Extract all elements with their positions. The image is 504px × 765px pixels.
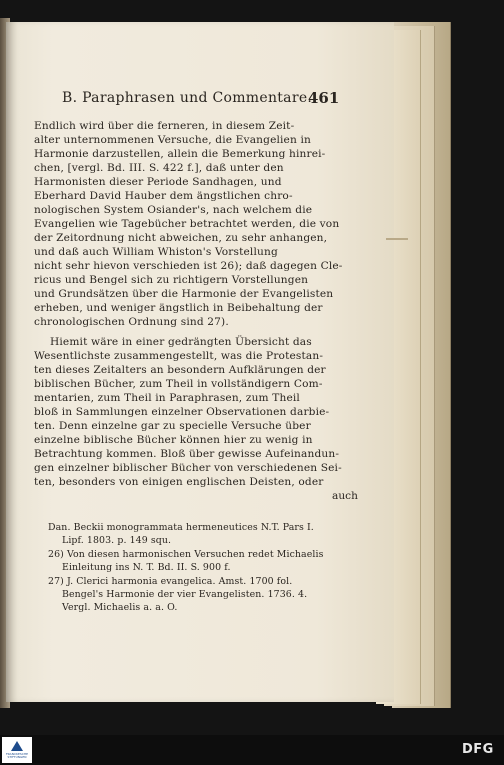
body-line: nicht sehr hievon verschieden ist 26); daß dagegen Cle- — [34, 260, 343, 272]
footnote-line: Vergl. Michaelis a. a. O. — [62, 602, 178, 613]
footnote-line: 27) J. Clerici harmonia evangelica. Amst. 1700 fol. — [48, 576, 293, 587]
body-line: Wesentlichste zusammengestellt, was die Protestan- — [34, 350, 324, 362]
body-line: und Grundsätzen über die Harmonie der Evangelisten — [34, 288, 334, 300]
logo-caption: FRANCKESCHE STIFTUNGEN — [5, 752, 29, 759]
body-line: gen einzelner biblischer Bücher von verschiedenen Sei- — [34, 462, 342, 474]
body-line: Harmonie darzustellen, allein die Bemerkung hinrei- — [34, 148, 326, 160]
footnote-line: Lipf. 1803. p. 149 squ. — [62, 535, 172, 546]
body-line: der Zeitordnung nicht abweichen, zu sehr anhangen, — [34, 232, 328, 244]
footnote-line: Einleitung ins N. T. Bd. II. S. 900 f. — [62, 562, 231, 573]
footnote-line: Bengel's Harmonie der vier Evangelisten. 1736. 4. — [62, 589, 308, 600]
body-line: mentarien, zum Theil in Paraphrasen, zum Theil — [34, 392, 300, 404]
page-number: 461 — [308, 89, 340, 107]
dfg-logo[interactable]: DFG — [462, 742, 494, 757]
body-line: ten. Denn einzelne gar zu specielle Versuche über — [34, 420, 311, 432]
body-line: chen, [vergl. Bd. III. S. 422 f.], daß unter den — [34, 162, 284, 174]
body-line: Harmonisten dieser Periode Sandhagen, und — [34, 176, 282, 188]
body-line: und daß auch William Whiston's Vorstellung — [34, 246, 278, 258]
body-line: chronologischen Ordnung sind 27). — [34, 316, 229, 328]
footnote-line: 26) Von diesen harmonischen Versuchen redet Michaelis — [48, 549, 324, 560]
body-line: Hiemit wäre in einer gedrängten Übersicht das — [50, 336, 312, 348]
body-line: ten dieses Zeitalters an besondern Aufklärungen der — [34, 364, 326, 376]
logo-mark-icon — [11, 741, 23, 751]
body-line: biblischen Bücher, zum Theil in vollständigern Com- — [34, 378, 323, 390]
institution-logo[interactable] — [2, 737, 32, 763]
body-line: nologischen System Osiander's, nach welchem die — [34, 204, 313, 216]
body-line: alter unternommenen Versuche, die Evangelien in — [34, 134, 311, 146]
body-line: erheben, und weniger ängstlich in Beibehaltung der — [34, 302, 323, 314]
footnote-line: Dan. Beckii monogrammata hermeneutices N.T. Pars I. — [48, 522, 314, 533]
body-line: Eberhard David Hauber dem ängstlichen chro- — [34, 190, 293, 202]
viewer-footer — [0, 735, 504, 765]
running-head: B. Paraphrasen und Commentare. — [62, 90, 313, 106]
body-line: Evangelien wie Tagebücher betrachtet werden, die von — [34, 218, 340, 230]
body-line: ricus und Bengel sich zu richtigern Vorstellungen — [34, 274, 309, 286]
body-line: einzelne biblische Bücher können hier zu wenig in — [34, 434, 313, 446]
body-line: ten, besonders von einigen englischen Deisten, oder — [34, 476, 324, 488]
body-line: bloß in Sammlungen einzelner Observationen darbie- — [34, 406, 330, 418]
catchword: auch — [332, 490, 358, 502]
body-line: Endlich wird über die ferneren, in diesem Zeit- — [34, 120, 295, 132]
page-marker-strip — [386, 238, 408, 240]
body-line: Betrachtung kommen. Bloß über gewisse Aufeinandun- — [34, 448, 340, 460]
